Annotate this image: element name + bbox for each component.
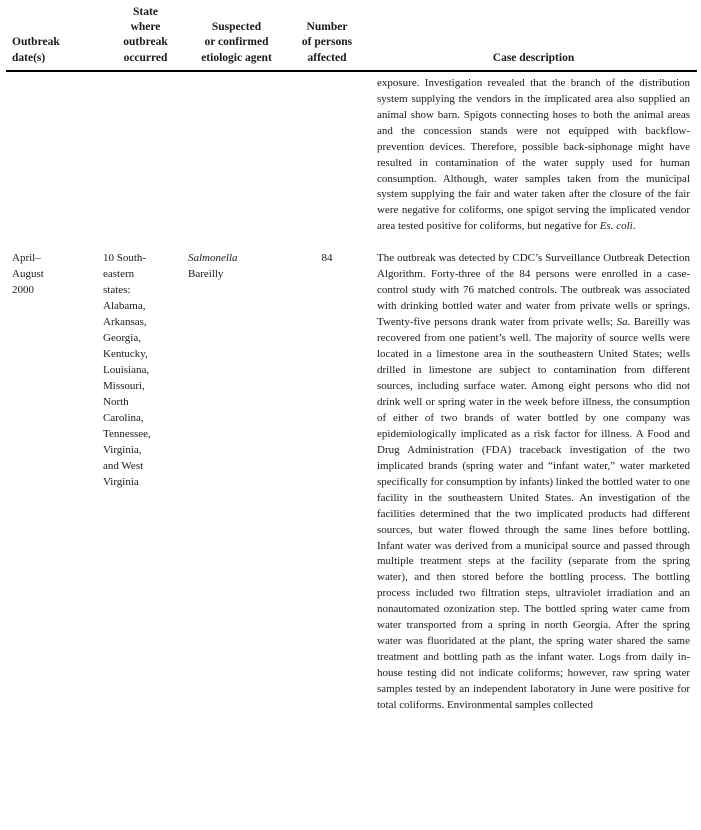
header-outbreak-date: Outbreak date(s) bbox=[12, 36, 60, 64]
cell-etiologic-agent: Salmonella Bareilly bbox=[188, 252, 238, 281]
header-etiologic-agent: Suspected or confirmed etiologic agent bbox=[201, 21, 272, 64]
cell-case-description: The outbreak was detected by CDC’s Surveillance Outbreak Detection Algorithm. Forty-three of the 84 persons were enrolled in a case-control study with 76 matched controls. The outbreak was associated with drinking bottled water and water from private wells or springs. Twenty-five persons drank water from private wells; Sa. Bareilly was recovered from one patient’s well. The majority of source wells were located in a limestone area in the southeastern United States; wells drilled in limestone are subject to contamination from different sources, including surface water. Among eight persons who did not drink well or spring water in the week before illness, the consumption of either of two brands of water bottled by one company was epidemiologically implicated as a risk factor for illness. A Food and Drug Administration (FDA) traceback investigation of the two implicated brands (spring water and “infant water,” water marketed specifically for consumption by infants) linked the bottled water to one facility in the southeastern United States. An investigation of the facilities determined that the two implicated products had different sources, but water flowed through the same lines before bottling. Infant water was derived from a municipal source and passed through multiple treatment steps at the facility (separate from the spring water), and then stored before the bottling process. The bottling process included two filtration steps, ultraviolet irradiation and an nonautomated ozonization step. The bottled spring water came from water transported from a spring in north Georgia. After the spring water was fluoridated at the plant, the spring water shared the same treatment and bottling path as the infant water. Logs from daily in-house testing did not indicate coliforms; however, raw spring water samples tested by an independent laboratory in June were positive for total coliforms. Environmental samples collected bbox=[377, 252, 690, 712]
cell-state bbox=[103, 76, 188, 236]
table-body bbox=[12, 76, 690, 714]
cell-outbreak-date: April– August 2000 bbox=[12, 252, 44, 297]
header-case-description: Case description bbox=[492, 51, 575, 64]
cell-persons-affected bbox=[285, 76, 369, 236]
table-row bbox=[12, 251, 690, 714]
table-row bbox=[12, 76, 690, 236]
table-header-row bbox=[6, 5, 697, 72]
header-persons-affected: Number of persons affected bbox=[301, 21, 353, 64]
cell-case-description: exposure. Investigation revealed that the branch of the distribution system supplying the vendors in the implicated area also supplied an animal show barn. Spigots connecting hoses to both the animal areas and the concession stands were not equipped with backflow-prevention devices. Therefore, possible back-siphonage might have resulted in contamination of the water supply used for human consumption. Although, water samples taken from the municipal system supplying the fair and water taken after the closure of the fair were negative for coliforms, one spigot serving the implicated vendor area tested positive for coliforms, but negative for Es. coli. bbox=[377, 76, 690, 233]
cell-outbreak-date bbox=[12, 76, 103, 236]
cell-etiologic-agent bbox=[188, 76, 285, 236]
cell-persons-affected: 84 bbox=[321, 252, 333, 265]
header-state: State where outbreak occurred bbox=[123, 6, 168, 64]
cell-state: 10 South- eastern states: Alabama, Arkansas, Georgia, Kentucky, Louisiana, Missouri, North Carolina, Tennessee, Virginia, and West Virginia bbox=[103, 252, 151, 488]
